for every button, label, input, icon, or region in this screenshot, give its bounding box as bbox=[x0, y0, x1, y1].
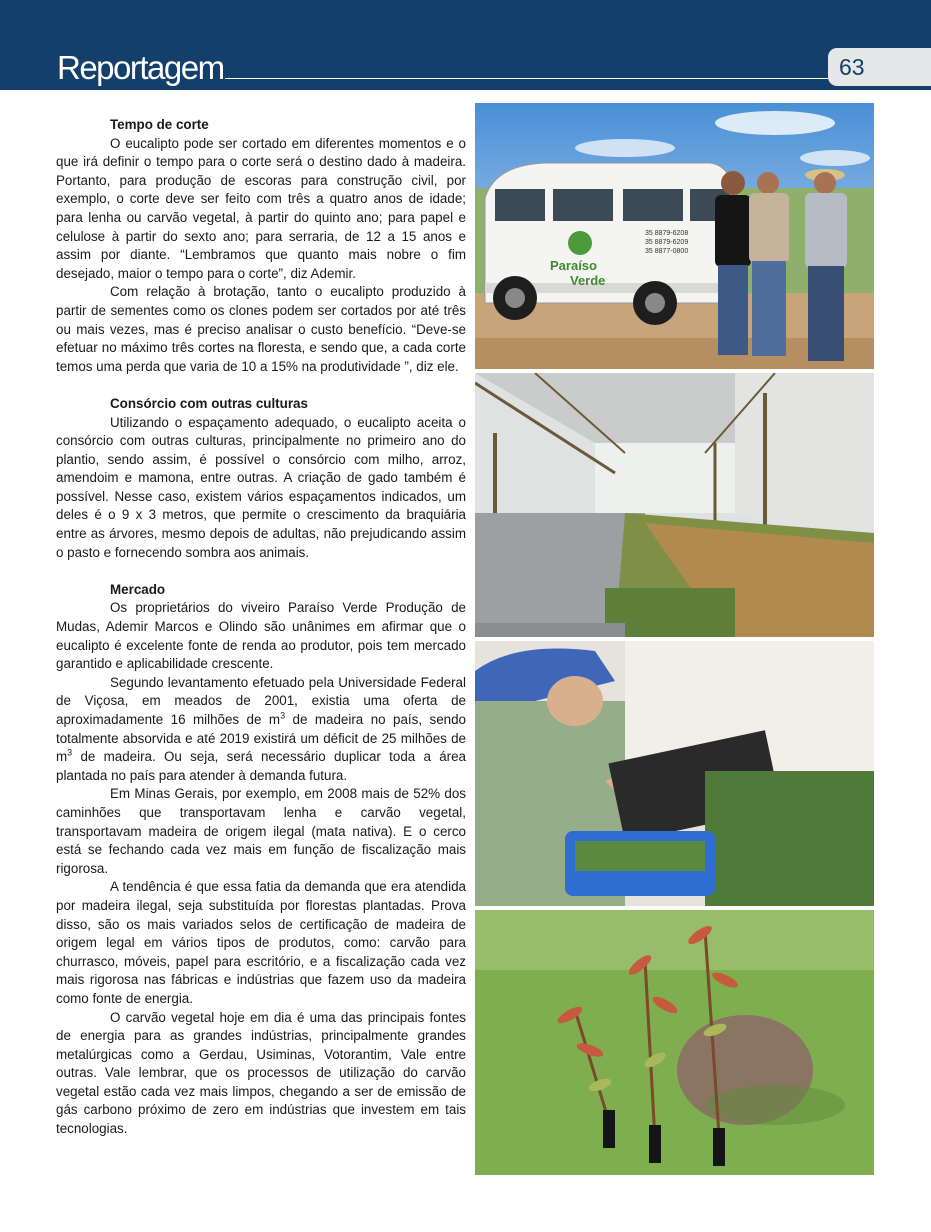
page-number: 63 bbox=[839, 54, 865, 80]
section-title: Reportagem bbox=[57, 49, 224, 86]
heading-tempo-de-corte: Tempo de corte bbox=[110, 117, 209, 132]
paragraph: Utilizando o espaçamento adequado, o eucalipto aceita o consórcio com outras culturas, principalmente no primeiro ano do plantio, sendo assim, é possível o consórcio com milho, arroz, amendoim e mamona, entre outras. A criação de gado também é possível. Nesse caso, existem vários espaçamentos indicados, um deles é o 9 x 3 metros, que permite o crescimento da braquiária entre as árvores, mesmo depois de adultas, não prejudicando assim o pasto e fornecendo sombra aos animais. bbox=[56, 414, 466, 560]
paraiso-verde-logo bbox=[568, 231, 592, 255]
photo-eucalyptus-seedlings bbox=[475, 910, 874, 1175]
paragraph: A tendência é que essa fatia da demanda que era atendida por madeira ilegal, seja substituída por florestas plantadas. Prova disso, são os mais variados selos de certificação de madeira de origem legal em vários tipos de produtos, como: carvão para churrasco, móveis, papel para escritório, e a fiscalização cada vez mais rigorosa nas fábricas e indústrias que fazem uso da madeira como fonte de energia. bbox=[56, 879, 466, 1006]
article-body bbox=[56, 116, 466, 1139]
svg-text:35 8879-6209: 35 8879-6209 bbox=[645, 239, 689, 246]
paragraph: Os proprietários do viveiro Paraíso Verde Produção de Mudas, Ademir Marcos e Olindo são unânimes em afirmar que o eucalipto é excelente fonte de renda ao produtor, pois tem mercado garantido e aplicabilidade crescente. bbox=[56, 600, 466, 672]
photo-worker-seedlings bbox=[475, 641, 874, 906]
paragraph: Com relação à brotação, tanto o eucalipto produzido à partir de sementes como os clones podem ser cortados por até três ou mais vezes, mas é preciso analisar o custo benefício. “Deve-se efetuar no máximo três cortes na floresta, e sendo que, a cada corte temos uma perda que varia de 10 a 15% na produtividade ”, diz ele. bbox=[56, 284, 466, 374]
svg-text:35 8877-0800: 35 8877-0800 bbox=[645, 248, 689, 255]
header-rule bbox=[225, 78, 828, 79]
person-3 bbox=[805, 169, 847, 361]
photo-column bbox=[475, 103, 874, 1179]
paragraph: Segundo levantamento efetuado pela Universidade Federal de Viçosa, em meados de 2001, existia uma oferta de aproximadamente 16 milhões de $m^3$ de madeira no país, sendo totalmente absorvida e até 2019 existirá um déficit de 25 milhões de $m^3$ de madeira. Ou seja, será necessário duplicar toda a área plantada no país para atender à demanda futura. bbox=[56, 674, 466, 783]
svg-text:35 8879-6208: 35 8879-6208 bbox=[645, 230, 689, 237]
photo-van-owners bbox=[475, 103, 874, 369]
paragraph: O eucalipto pode ser cortado em diferentes momentos e o que irá definir o tempo para o corte será o destino dado à madeira. Portanto, para produção de escoras para construção civil, por exemplo, o corte deve ser feito com três a quatro anos de idade; para lenha ou carvão vegetal, à partir do quinto ano; para papel e celulose à partir do sexto ano; para serraria, de 12 a 15 anos e assim por diante. “Lembramos que quanto mais nobre o fim desejado, maior o tempo para o corte”, diz Ademir. bbox=[56, 135, 466, 281]
page-header bbox=[0, 0, 931, 90]
heading-consorcio: Consórcio com outras culturas bbox=[110, 395, 308, 411]
paragraph: Em Minas Gerais, por exemplo, em 2008 mais de 52% dos caminhões que transportavam lenha e carvão vegetal, transportavam madeira de origem ilegal (mata nativa). E o cerco está se fechando cada vez mais em função de fiscalização mais rigorosa. bbox=[56, 786, 466, 876]
svg-text:Paraíso: Paraíso bbox=[550, 258, 597, 273]
heading-mercado: Mercado bbox=[110, 581, 166, 597]
svg-text:Verde: Verde bbox=[570, 273, 606, 288]
photo-greenhouse bbox=[475, 373, 874, 637]
paragraph: O carvão vegetal hoje em dia é uma das principais fontes de energia para as grandes indústrias, principalmente grandes metalúrgicas como a Gerdau, Usiminas, Votorantim, Vale entre outras. Vale lembrar, que os processos de utilização do carvão vegetal estão cada vez mais limpos, chegando a ser de emissão de gás carbono próximo de zero em indústrias que investem em tais tecnologias. bbox=[56, 1009, 466, 1137]
person-1 bbox=[715, 171, 751, 355]
person-2 bbox=[749, 172, 789, 356]
